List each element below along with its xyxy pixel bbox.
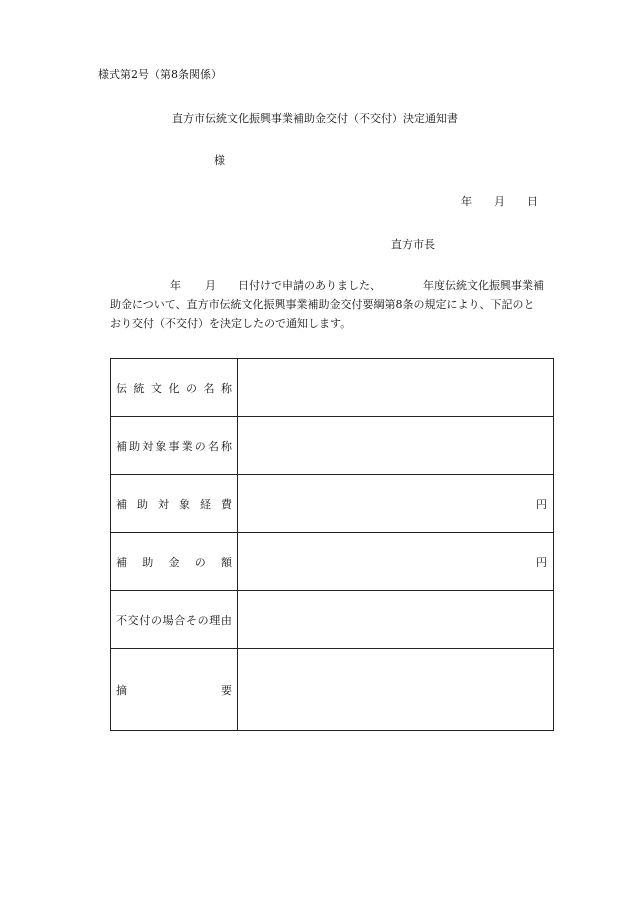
issuer: 直方市長 [391, 238, 435, 251]
date-year: 年 [461, 195, 472, 208]
table-row [111, 591, 554, 649]
label-char: の [186, 381, 197, 395]
label-char: 補 [116, 555, 127, 569]
label-char: そ [185, 613, 197, 627]
label-char: 象 [179, 497, 190, 511]
line1-text-b: 年度伝統文化振興事業補 [423, 279, 544, 292]
label-char: 対 [158, 497, 169, 511]
table-row [111, 649, 554, 731]
label-char: 理 [209, 613, 221, 627]
label-rejection-reason [111, 591, 238, 649]
justify-label [116, 496, 232, 512]
label-char: の [194, 439, 206, 453]
label-char: 統 [133, 381, 145, 395]
label-tradition-name [111, 359, 238, 417]
label-char: 摘 [116, 683, 127, 697]
notice-line-3: おり交付（不交付）を決定したので通知します。 [110, 317, 352, 330]
label-char: 補 [116, 439, 127, 453]
label-char: 伝 [116, 381, 127, 395]
label-project-name [111, 417, 238, 475]
label-char: 名 [203, 381, 215, 395]
label-char: 要 [221, 683, 232, 697]
label-char: 対 [142, 439, 154, 453]
line1-month: 月 [205, 279, 216, 292]
label-char: の [150, 613, 162, 627]
value-remarks[interactable] [238, 649, 554, 731]
label-char: 助 [137, 497, 148, 511]
justify-label [116, 682, 232, 698]
label-char: 補 [116, 497, 127, 511]
label-char: 交 [127, 613, 139, 627]
value-tradition-name[interactable] [238, 359, 554, 417]
label-char: 象 [155, 439, 167, 453]
table-row [111, 475, 554, 533]
label-char: 助 [142, 555, 154, 569]
notice-paragraph [110, 276, 570, 333]
notice-line-1 [110, 276, 570, 295]
table-row [111, 533, 554, 591]
line1-text-a: 日付けで申請のありました、 [238, 279, 381, 292]
document-title: 直方市伝統文化振興事業補助金交付（不交付）決定通知書 [172, 112, 458, 125]
value-project-name[interactable] [238, 417, 554, 475]
justify-label [116, 438, 232, 454]
label-subsidy-amount [111, 533, 238, 591]
label-char: 由 [220, 613, 232, 627]
justify-label [116, 380, 232, 396]
table-row [111, 359, 554, 417]
justify-label [116, 612, 232, 628]
value-subsidy-amount[interactable]: 円 [238, 533, 554, 591]
line1-year: 年 [170, 279, 181, 292]
label-char: の [194, 555, 206, 569]
label-char: 費 [221, 497, 232, 511]
label-char: の [197, 613, 209, 627]
table-row [111, 417, 554, 475]
date-day: 日 [527, 195, 538, 208]
label-char: 文 [151, 381, 162, 395]
label-eligible-cost [111, 475, 238, 533]
value-eligible-cost[interactable]: 円 [238, 475, 554, 533]
value-rejection-reason[interactable] [238, 591, 554, 649]
label-char: 称 [221, 439, 232, 453]
label-remarks [111, 649, 238, 731]
label-char: 化 [168, 381, 180, 395]
date-line [461, 193, 538, 209]
label-char: 事 [168, 439, 180, 453]
date-month: 月 [494, 195, 505, 208]
label-char: 業 [181, 439, 193, 453]
label-char: 合 [174, 613, 186, 627]
label-char: 経 [200, 497, 211, 511]
label-char: 場 [162, 613, 174, 627]
label-char: 称 [221, 381, 232, 395]
notice-line-2: 助金について、直方市伝統文化振興事業補助金交付要綱第8条の規定により、下記のと [110, 298, 535, 311]
info-table [110, 358, 554, 731]
label-char: 金 [168, 555, 180, 569]
form-number: 様式第2号（第8条関係） [98, 68, 222, 81]
label-char: 額 [221, 555, 232, 569]
label-char: 付 [139, 613, 151, 627]
label-char: 不 [116, 613, 127, 627]
label-char: 助 [129, 439, 141, 453]
recipient-suffix: 様 [214, 154, 225, 167]
label-char: 名 [207, 439, 219, 453]
justify-label [116, 554, 232, 570]
